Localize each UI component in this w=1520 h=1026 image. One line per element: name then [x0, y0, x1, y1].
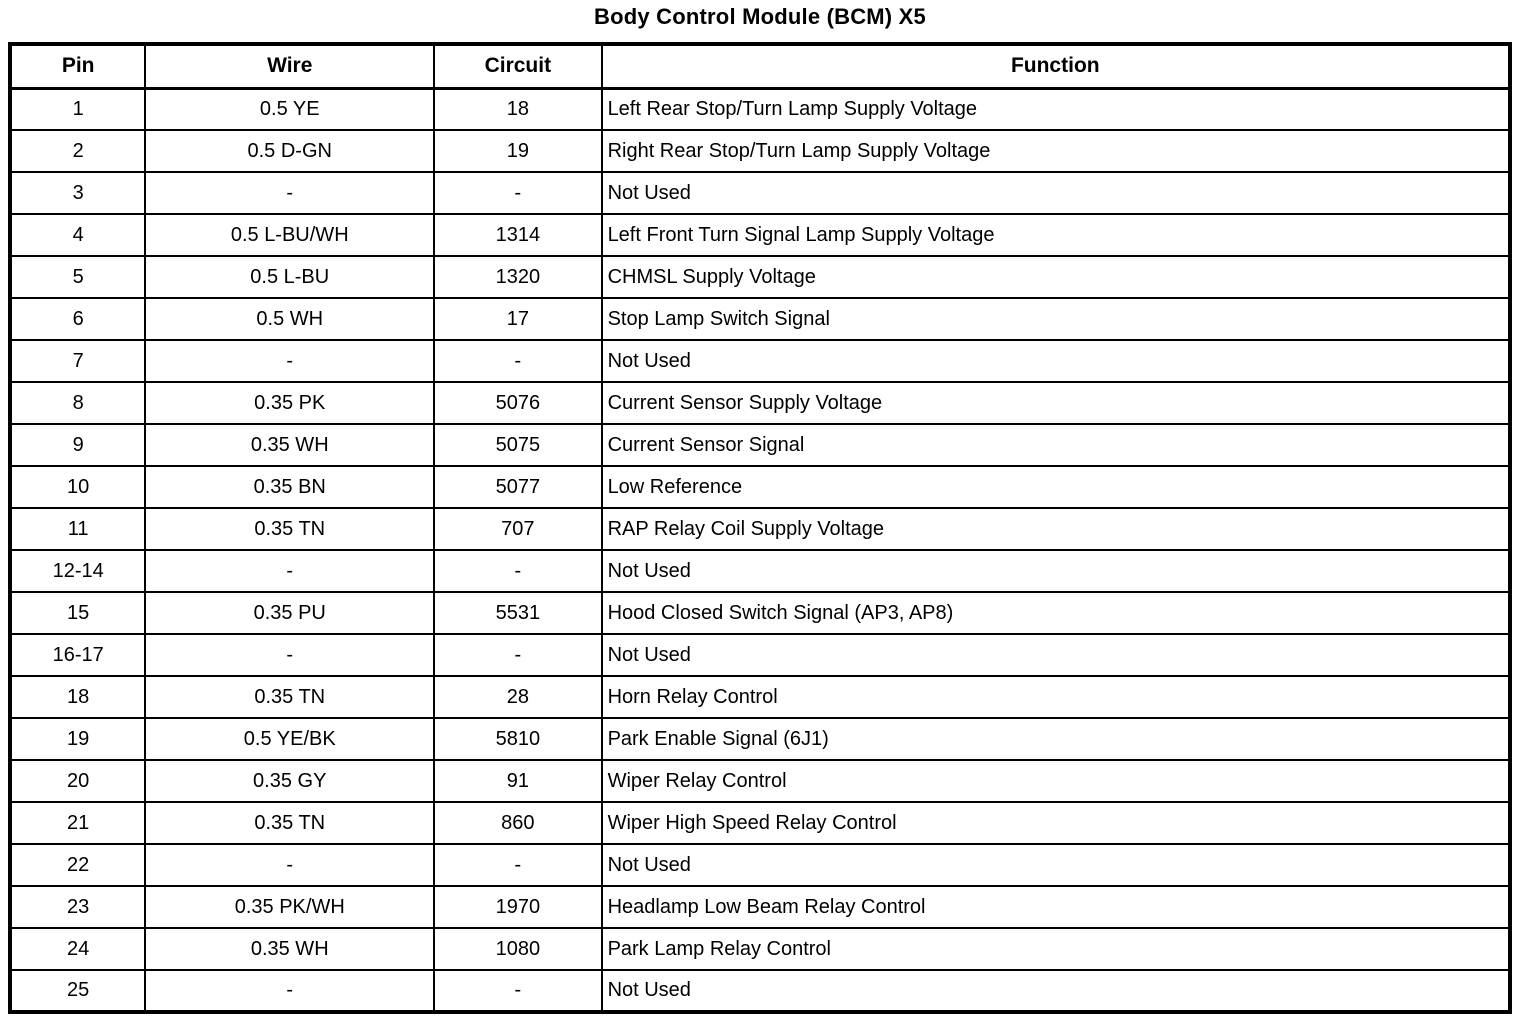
table-row: [10, 634, 1510, 676]
pin-cell: 7: [10, 340, 145, 382]
function-cell: Hood Closed Switch Signal (AP3, AP8): [602, 592, 1510, 634]
table-row: [10, 382, 1510, 424]
wire-cell: 0.35 BN: [145, 466, 434, 508]
wire-cell: 0.5 YE/BK: [145, 718, 434, 760]
wire-cell: 0.35 TN: [145, 508, 434, 550]
function-cell: CHMSL Supply Voltage: [602, 256, 1510, 298]
pin-cell: 5: [10, 256, 145, 298]
wire-cell: -: [145, 550, 434, 592]
pin-cell: 1: [10, 88, 145, 130]
table-row: [10, 214, 1510, 256]
circuit-cell: 1970: [434, 886, 601, 928]
function-cell: Not Used: [602, 634, 1510, 676]
pin-cell: 25: [10, 970, 145, 1012]
wire-cell: 0.5 WH: [145, 298, 434, 340]
wire-cell: 0.5 YE: [145, 88, 434, 130]
column-header-function: Function: [602, 44, 1510, 88]
wire-cell: 0.35 WH: [145, 928, 434, 970]
circuit-cell: 5075: [434, 424, 601, 466]
wire-cell: 0.35 WH: [145, 424, 434, 466]
pin-cell: 11: [10, 508, 145, 550]
pin-cell: 21: [10, 802, 145, 844]
circuit-cell: -: [434, 172, 601, 214]
function-cell: Not Used: [602, 844, 1510, 886]
table-row: [10, 802, 1510, 844]
table-row: [10, 424, 1510, 466]
pin-cell: 2: [10, 130, 145, 172]
pin-cell: 15: [10, 592, 145, 634]
circuit-cell: 19: [434, 130, 601, 172]
pin-cell: 24: [10, 928, 145, 970]
table-row: [10, 466, 1510, 508]
wire-cell: 0.5 L-BU: [145, 256, 434, 298]
circuit-cell: 860: [434, 802, 601, 844]
pin-cell: 3: [10, 172, 145, 214]
pin-cell: 19: [10, 718, 145, 760]
function-cell: Not Used: [602, 970, 1510, 1012]
wire-cell: -: [145, 970, 434, 1012]
column-header-pin: Pin: [10, 44, 145, 88]
wire-cell: 0.35 PK/WH: [145, 886, 434, 928]
wire-cell: -: [145, 172, 434, 214]
pin-cell: 9: [10, 424, 145, 466]
column-header-wire: Wire: [145, 44, 434, 88]
function-cell: Horn Relay Control: [602, 676, 1510, 718]
wire-cell: 0.35 PU: [145, 592, 434, 634]
function-cell: Current Sensor Supply Voltage: [602, 382, 1510, 424]
pin-cell: 10: [10, 466, 145, 508]
circuit-cell: 1320: [434, 256, 601, 298]
function-cell: RAP Relay Coil Supply Voltage: [602, 508, 1510, 550]
function-cell: Park Lamp Relay Control: [602, 928, 1510, 970]
table-row: [10, 970, 1510, 1012]
function-cell: Park Enable Signal (6J1): [602, 718, 1510, 760]
pin-cell: 6: [10, 298, 145, 340]
wire-cell: 0.35 PK: [145, 382, 434, 424]
circuit-cell: 17: [434, 298, 601, 340]
function-cell: Right Rear Stop/Turn Lamp Supply Voltage: [602, 130, 1510, 172]
circuit-cell: 5810: [434, 718, 601, 760]
table-row: [10, 718, 1510, 760]
circuit-cell: 5077: [434, 466, 601, 508]
pin-cell: 12-14: [10, 550, 145, 592]
wire-cell: 0.35 TN: [145, 802, 434, 844]
table-row: [10, 550, 1510, 592]
function-cell: Headlamp Low Beam Relay Control: [602, 886, 1510, 928]
table-row: [10, 886, 1510, 928]
circuit-cell: 1314: [434, 214, 601, 256]
function-cell: Left Rear Stop/Turn Lamp Supply Voltage: [602, 88, 1510, 130]
table-row: [10, 340, 1510, 382]
pin-cell: 8: [10, 382, 145, 424]
pin-cell: 23: [10, 886, 145, 928]
function-cell: Current Sensor Signal: [602, 424, 1510, 466]
function-cell: Wiper High Speed Relay Control: [602, 802, 1510, 844]
wire-cell: 0.35 GY: [145, 760, 434, 802]
circuit-cell: 707: [434, 508, 601, 550]
table-row: [10, 760, 1510, 802]
table-row: [10, 88, 1510, 130]
function-cell: Not Used: [602, 340, 1510, 382]
table-row: [10, 844, 1510, 886]
pin-cell: 4: [10, 214, 145, 256]
circuit-cell: 91: [434, 760, 601, 802]
column-header-circuit: Circuit: [434, 44, 601, 88]
circuit-cell: -: [434, 844, 601, 886]
header-row: [10, 44, 1510, 88]
table-row: [10, 676, 1510, 718]
table-body: [10, 88, 1510, 1012]
function-cell: Left Front Turn Signal Lamp Supply Voltage: [602, 214, 1510, 256]
bcm-pinout-table: [8, 42, 1512, 1014]
wire-cell: -: [145, 634, 434, 676]
table-row: [10, 592, 1510, 634]
pin-cell: 16-17: [10, 634, 145, 676]
table-row: [10, 172, 1510, 214]
wire-cell: 0.5 D-GN: [145, 130, 434, 172]
table-row: [10, 508, 1510, 550]
circuit-cell: 5531: [434, 592, 601, 634]
circuit-cell: 28: [434, 676, 601, 718]
pin-cell: 20: [10, 760, 145, 802]
function-cell: Not Used: [602, 172, 1510, 214]
function-cell: Stop Lamp Switch Signal: [602, 298, 1510, 340]
wire-cell: -: [145, 844, 434, 886]
circuit-cell: -: [434, 634, 601, 676]
table-row: [10, 928, 1510, 970]
wire-cell: -: [145, 340, 434, 382]
function-cell: Wiper Relay Control: [602, 760, 1510, 802]
table-header: [10, 44, 1510, 88]
table-row: [10, 298, 1510, 340]
wire-cell: 0.5 L-BU/WH: [145, 214, 434, 256]
circuit-cell: 5076: [434, 382, 601, 424]
circuit-cell: 1080: [434, 928, 601, 970]
table-row: [10, 130, 1510, 172]
wire-cell: 0.35 TN: [145, 676, 434, 718]
page-title: Body Control Module (BCM) X5: [594, 4, 926, 29]
circuit-cell: -: [434, 340, 601, 382]
circuit-cell: -: [434, 970, 601, 1012]
circuit-cell: -: [434, 550, 601, 592]
pin-cell: 18: [10, 676, 145, 718]
pin-cell: 22: [10, 844, 145, 886]
function-cell: Not Used: [602, 550, 1510, 592]
table-row: [10, 256, 1510, 298]
function-cell: Low Reference: [602, 466, 1510, 508]
circuit-cell: 18: [434, 88, 601, 130]
